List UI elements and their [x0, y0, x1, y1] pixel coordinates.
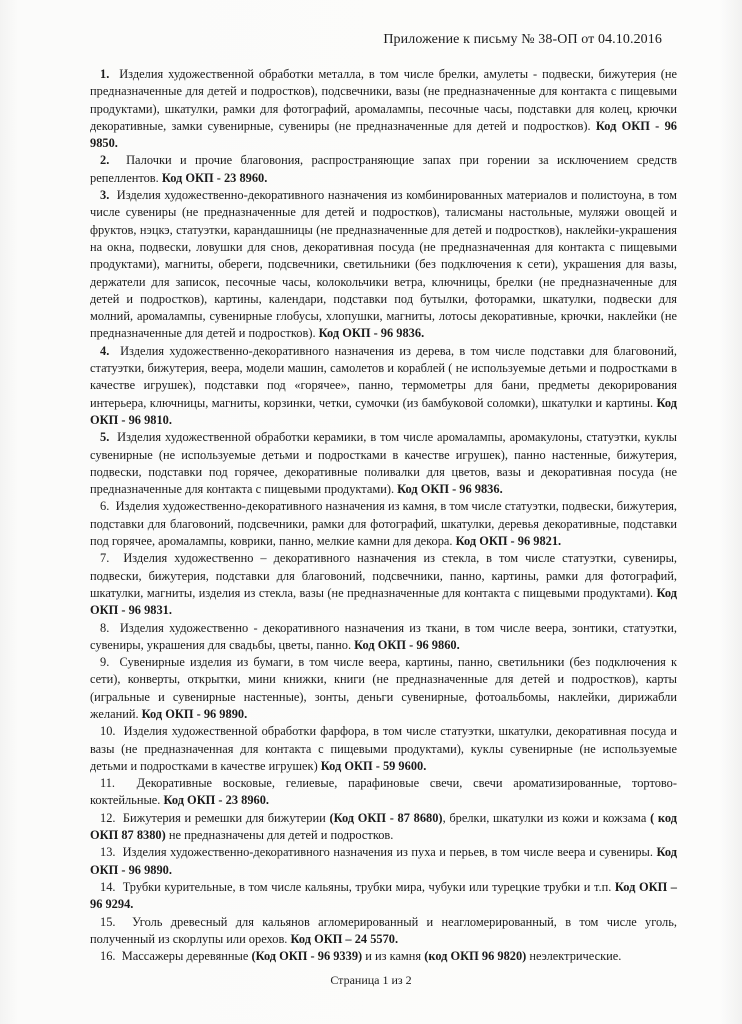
list-item	[90, 723, 677, 775]
item-number: 2.	[100, 153, 110, 168]
okp-code: Код ОКП - 23 8960.	[163, 793, 270, 808]
okp-code: Код ОКП - 23 8960.	[161, 170, 268, 185]
list-item	[90, 343, 677, 429]
okp-code: Код ОКП - 59 9600.	[320, 758, 427, 773]
item-text: Изделия художественной обработки металла, в том числе брелки, амулеты - подвески, бижутерия (не предназначенные для детей и подростков), подсвечники, вазы (не предназначенные для контакта с пищевыми продуктами), шкатулки, рамки для фотографий, аромалампы, песочные часы, подставки для колец, крючки декоративные, замки сувенирные, сувениры (не предназначенные для детей и подростков).	[90, 67, 677, 133]
list-item	[90, 948, 677, 965]
list-item	[90, 187, 677, 343]
okp-code: Код ОКП - 96 9821.	[455, 534, 562, 549]
okp-code: Код ОКП - 96 9860.	[354, 637, 460, 652]
document-header: Приложение к письму № 38-ОП от 04.10.2016	[383, 32, 662, 47]
item-text: Изделия художественно – декоративного назначения из стекла, в том числе статуэтки, сувениры, подвески, бижутерия, подставки для благовоний, подсвечники, панно, картины, рамки для фотографий, шкатулки, магниты, изделия из стекла, вазы (не предназначенные для контакта с пищевыми продуктами).	[90, 551, 677, 600]
item-number: 4.	[100, 343, 110, 358]
item-text: Уголь древесный для кальянов агломерированный и неагломерированный, в том числе уголь, полученный из скорлупы или орехов.	[90, 914, 677, 946]
list-item	[90, 879, 677, 914]
okp-code: Код ОКП – 24 5570.	[290, 931, 399, 946]
item-text: Массажеры деревянные	[121, 949, 252, 964]
okp-code: ( код ОКП 87 8380)	[90, 810, 677, 843]
item-number: 10.	[100, 724, 116, 739]
okp-code: (Код ОКП - 96 9339)	[251, 949, 363, 964]
item-number: 11.	[100, 776, 116, 791]
list-item	[90, 66, 677, 152]
okp-code: Код ОКП - 96 9836.	[397, 482, 503, 497]
list-item	[90, 654, 677, 723]
okp-code: (Код ОКП - 87 8680)	[329, 810, 443, 825]
item-number: 14.	[100, 879, 116, 894]
item-text: , брелки, шкатулки из кожи и кожзама	[442, 810, 651, 825]
item-number: 15.	[100, 914, 116, 929]
list-item	[90, 620, 677, 655]
item-text: Сувенирные изделия из бумаги, в том числе веера, картины, панно, светильники (без подключения к сети), конверты, открытки, мини книжки, книги (не предназначенные для детей и подростков), карты (игральные и сувенирные настенные), зонты, деньги сувенирные, фотоальбомы, наклейки, дирижабли желаний.	[90, 655, 677, 721]
list-item	[90, 914, 677, 949]
item-number: 12.	[100, 810, 116, 825]
item-number: 7.	[100, 551, 110, 566]
item-text: Трубки курительные, в том числе кальяны, трубки мира, чубуки или турецкие трубки и т.п.	[122, 879, 615, 894]
item-text: Изделия художественно-декоративного назначения из камня, в том числе статуэтки, подвески, бижутерия, подставки для благовоний, подсвечники, рамки для фотографий, шкатулки, деревья декоративные, подставки под горячее, аромалампы, коврики, панно, мелкие камни для декора.	[90, 499, 677, 549]
item-text: и из камня	[362, 949, 425, 964]
okp-code: Код ОКП – 96 9294.	[90, 879, 677, 912]
item-number: 8.	[100, 620, 110, 635]
item-number: 9.	[100, 655, 110, 670]
item-text: Бижутерия и ремешки для бижутерии	[122, 810, 330, 825]
list-item	[90, 844, 677, 879]
list-item	[90, 810, 677, 845]
item-text: неэлектрические.	[526, 949, 622, 964]
item-number: 6.	[100, 499, 110, 514]
item-text: не предназначены для детей и подростков.	[165, 828, 394, 843]
item-text: Изделия художественной обработки фарфора, в том числе статуэтки, шкатулки, декоративная посуда и вазы (не предназначенная для контакта с пищевыми продуктами), куклы сувенирные (не используемые детьми и подростками в качестве игрушек)	[90, 724, 677, 773]
item-text: Изделия художественно-декоративного назначения из пуха и перьев, в том числе веера и сувениры.	[122, 845, 657, 860]
item-text: Изделия художественной обработки керамики, в том числе аромалампы, аромакулоны, статуэтки, куклы сувенирные (не используемые детьми и подростками в качестве игрушек), панно настенные, бижутерия, подвески, подставки под горячее, декоративные поливалки для цветов, вазы и декоративная посуда (не предназначенные для контакта с пищевыми продуктами).	[90, 430, 677, 497]
document-body	[90, 66, 677, 965]
item-number: 5.	[100, 430, 110, 445]
item-number: 1.	[100, 67, 110, 81]
item-number: 16.	[100, 949, 116, 964]
list-item	[90, 152, 677, 187]
okp-code: Код ОКП - 96 9836.	[318, 326, 425, 341]
item-text: Декоративные восковые, гелиевые, парафиновые свечи, свечи ароматизированные, тортово-коктейльные.	[90, 776, 677, 808]
item-text: Изделия художественно-декоративного назначения из дерева, в том числе подставки для благовоний, статуэтки, бижутерия, веера, модели машин, самолетов и кораблей ( не используемые детьми и подростками в качестве игрушек), подставки под «горячее», панно, термометры для бани, предметы декорирования интерьера, ключницы, магниты, корзинки, четки, сумочки (из бамбуковой соломки), шкатулки и картины.	[90, 343, 677, 410]
okp-code: Код ОКП - 96 9810.	[90, 395, 677, 427]
okp-code: Код ОКП - 96 9890.	[90, 845, 677, 877]
page-number: Страница 1 из 2	[330, 973, 412, 987]
item-text: Палочки и прочие благовония, распространяющие запах при горении за исключением средств репеллентов.	[90, 153, 677, 185]
list-item	[90, 429, 677, 498]
list-item	[90, 775, 677, 810]
okp-code: Код ОКП - 96 9831.	[90, 585, 677, 618]
item-number: 13.	[100, 845, 116, 860]
list-item	[90, 550, 677, 619]
okp-code: Код ОКП - 96 9890.	[141, 706, 248, 721]
list-item	[90, 498, 677, 550]
item-text: Изделия художественно - декоративного назначения из ткани, в том числе веера, зонтики, статуэтки, сувениры, украшения для свадьбы, цветы, панно.	[90, 620, 677, 652]
item-text: Изделия художественно-декоративного назначения из комбинированных материалов и полистоуна, в том числе сувениры (не предназначенные для детей и подростков), талисманы настольные, муляжи овощей и фруктов, нэцкэ, статуэтки, карандашницы (не предназначенные для детей и подростков), наклейки-украшения на окна, подвески, ловушки для снов, декоративная посуда (не предназначенная для контакта с пищевыми продуктами), магниты, обереги, подсвечники, светильники (без подключения к сети), украшения для вазы, держатели для записок, песочные часы, колокольчики ветра, ключницы, брелки (не предназначенные для детей и подростков), картины, календари, подставки под бутылки, фоторамки, шкатулки, подвески для молний, аромалампы, сувенирные глобусы, хлопушки, магниты, лотосы декоративные, крючки, наклейки (не предназначенные для детей и подростков).	[90, 188, 677, 341]
okp-code: Код ОКП - 96 9850.	[90, 118, 677, 151]
item-number: 3.	[100, 188, 110, 203]
okp-code: (код ОКП 96 9820)	[424, 949, 527, 964]
